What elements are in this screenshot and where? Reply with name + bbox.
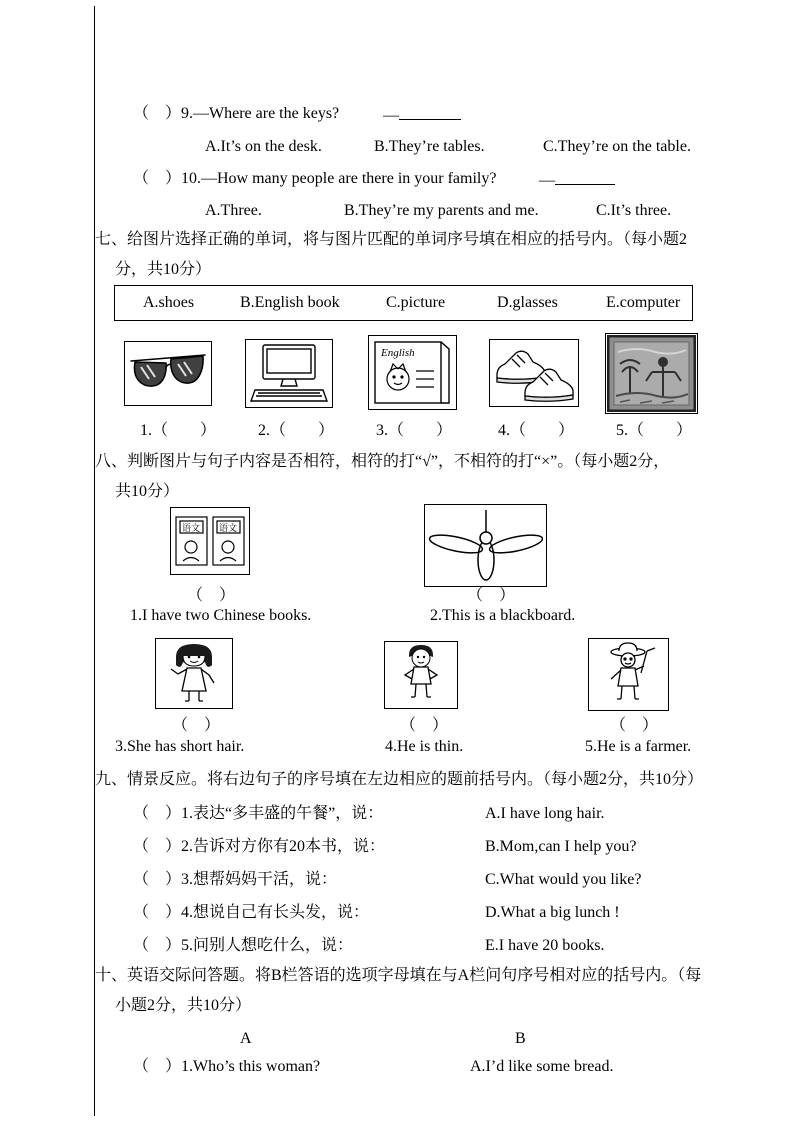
qa-left-1: （ ）1.Who’s this woman? bbox=[133, 1058, 321, 1075]
section-7-title-line-1: 七、给图片选择正确的单词，将与图片匹配的单词序号填在相应的括号内。（每小题2 bbox=[95, 231, 688, 248]
image-box-3 bbox=[368, 335, 457, 410]
question-10-option-c: C.It’s three. bbox=[596, 202, 672, 219]
sentence-3: 3.She has short hair. bbox=[115, 738, 245, 755]
question-10-answer-blank bbox=[539, 169, 615, 191]
section-10-title-line-1: 十、英语交际问答题。将B栏答语的选项字母填在与A栏问句序号相对应的括号内。（每 bbox=[95, 967, 702, 984]
question-9-option-b: B.They’re tables. bbox=[374, 138, 485, 155]
word-bank-item-glasses: D.glasses bbox=[497, 294, 558, 311]
word-bank-item-computer: E.computer bbox=[606, 294, 681, 311]
match-right-c: C.What would you like? bbox=[485, 871, 642, 888]
sentence-2: 2.This is a blackboard. bbox=[430, 607, 576, 624]
match-right-e: E.I have 20 books. bbox=[485, 937, 605, 954]
answer-slot-4: 4.（ ） bbox=[498, 422, 575, 439]
image-box-7 bbox=[424, 504, 547, 587]
scarecrow-picture-image bbox=[607, 335, 696, 412]
column-header-a: A bbox=[240, 1030, 252, 1047]
chinese-books-image bbox=[173, 510, 247, 572]
left-margin-line bbox=[94, 6, 95, 1116]
match-left-2: （ ）2.告诉对方你有20本书，说： bbox=[133, 838, 386, 855]
bracket-farmer: （ ） bbox=[610, 717, 659, 734]
question-9-answer-blank bbox=[383, 104, 461, 126]
question-9-blank-line bbox=[399, 104, 461, 120]
image-box-2 bbox=[245, 339, 333, 408]
sunglasses-image bbox=[128, 345, 208, 402]
section-8-title-line-1: 八、判断图片与句子内容是否相符，相符的打“√”，不相符的打“×”。（每小题2分， bbox=[95, 453, 670, 470]
question-10-option-a: A.Three. bbox=[205, 202, 262, 219]
bracket-fan: （ ） bbox=[467, 587, 516, 604]
match-left-1: （ ）1.表达“多丰盛的午餐”，说： bbox=[133, 805, 384, 822]
image-box-4 bbox=[489, 339, 579, 407]
computer-image bbox=[249, 343, 329, 404]
question-10-stem: （ ）10.—How many people are there in your family? bbox=[133, 170, 497, 187]
qa-right-a: A.I’d like some bread. bbox=[470, 1058, 614, 1075]
answer-slot-2: 2.（ ） bbox=[258, 422, 335, 439]
sneakers-image bbox=[493, 343, 575, 403]
match-left-4: （ ）4.想说自己有长头发，说： bbox=[133, 904, 370, 921]
image-box-10 bbox=[588, 638, 669, 711]
match-left-3: （ ）3.想帮妈妈干活，说： bbox=[133, 871, 338, 888]
bracket-boy: （ ） bbox=[400, 717, 449, 734]
image-box-1 bbox=[124, 341, 212, 406]
column-header-b: B bbox=[515, 1030, 526, 1047]
question-10-dash: — bbox=[539, 172, 555, 189]
girl-image bbox=[158, 641, 230, 706]
word-bank-item-english-book: B.English book bbox=[240, 294, 340, 311]
word-bank-item-picture: C.picture bbox=[386, 294, 446, 311]
answer-slot-3: 3.（ ） bbox=[376, 422, 453, 439]
match-right-a: A.I have long hair. bbox=[485, 805, 605, 822]
question-9-option-c: C.They’re on the table. bbox=[543, 138, 691, 155]
word-bank-item-shoes: A.shoes bbox=[143, 294, 195, 311]
image-box-8 bbox=[155, 638, 233, 709]
chinese-book-label-2: 语文 bbox=[219, 523, 238, 533]
sentence-1: 1.I have two Chinese books. bbox=[130, 607, 312, 624]
farmer-image bbox=[591, 641, 666, 708]
match-right-b: B.Mom,can I help you? bbox=[485, 838, 637, 855]
section-10-title-line-2: 小题2分，共10分） bbox=[115, 997, 252, 1014]
english-book-title-text: English bbox=[381, 347, 415, 359]
bracket-girl: （ ） bbox=[172, 717, 221, 734]
question-10-blank-line bbox=[555, 169, 615, 185]
section-8-title-line-2: 共10分） bbox=[115, 483, 180, 500]
match-left-5: （ ）5.问别人想吃什么，说： bbox=[133, 937, 354, 954]
sentence-5: 5.He is a farmer. bbox=[585, 738, 692, 755]
section-9-title: 九、情景反应。将右边句子的序号填在左边相应的题前括号内。（每小题2分，共10分） bbox=[95, 771, 704, 788]
match-right-d: D.What a big lunch ! bbox=[485, 904, 620, 921]
answer-slot-1: 1.（ ） bbox=[140, 422, 217, 439]
image-box-9 bbox=[384, 641, 458, 709]
sentence-4: 4.He is thin. bbox=[385, 738, 464, 755]
section-7-title-line-2: 分，共10分） bbox=[115, 261, 212, 278]
image-box-6 bbox=[170, 507, 250, 575]
question-9-dash: — bbox=[383, 107, 399, 124]
bracket-books: （ ） bbox=[187, 587, 236, 604]
english-book-image bbox=[372, 339, 453, 406]
image-box-5 bbox=[605, 333, 698, 414]
question-10-option-b: B.They’re my parents and me. bbox=[344, 202, 539, 219]
answer-slot-5: 5.（ ） bbox=[616, 422, 693, 439]
chinese-book-label-1: 语文 bbox=[182, 523, 201, 533]
question-9-stem: （ ）9.—Where are the keys? bbox=[133, 105, 340, 122]
ceiling-fan-image bbox=[428, 508, 543, 583]
question-9-option-a: A.It’s on the desk. bbox=[205, 138, 322, 155]
boy-image bbox=[387, 644, 455, 706]
